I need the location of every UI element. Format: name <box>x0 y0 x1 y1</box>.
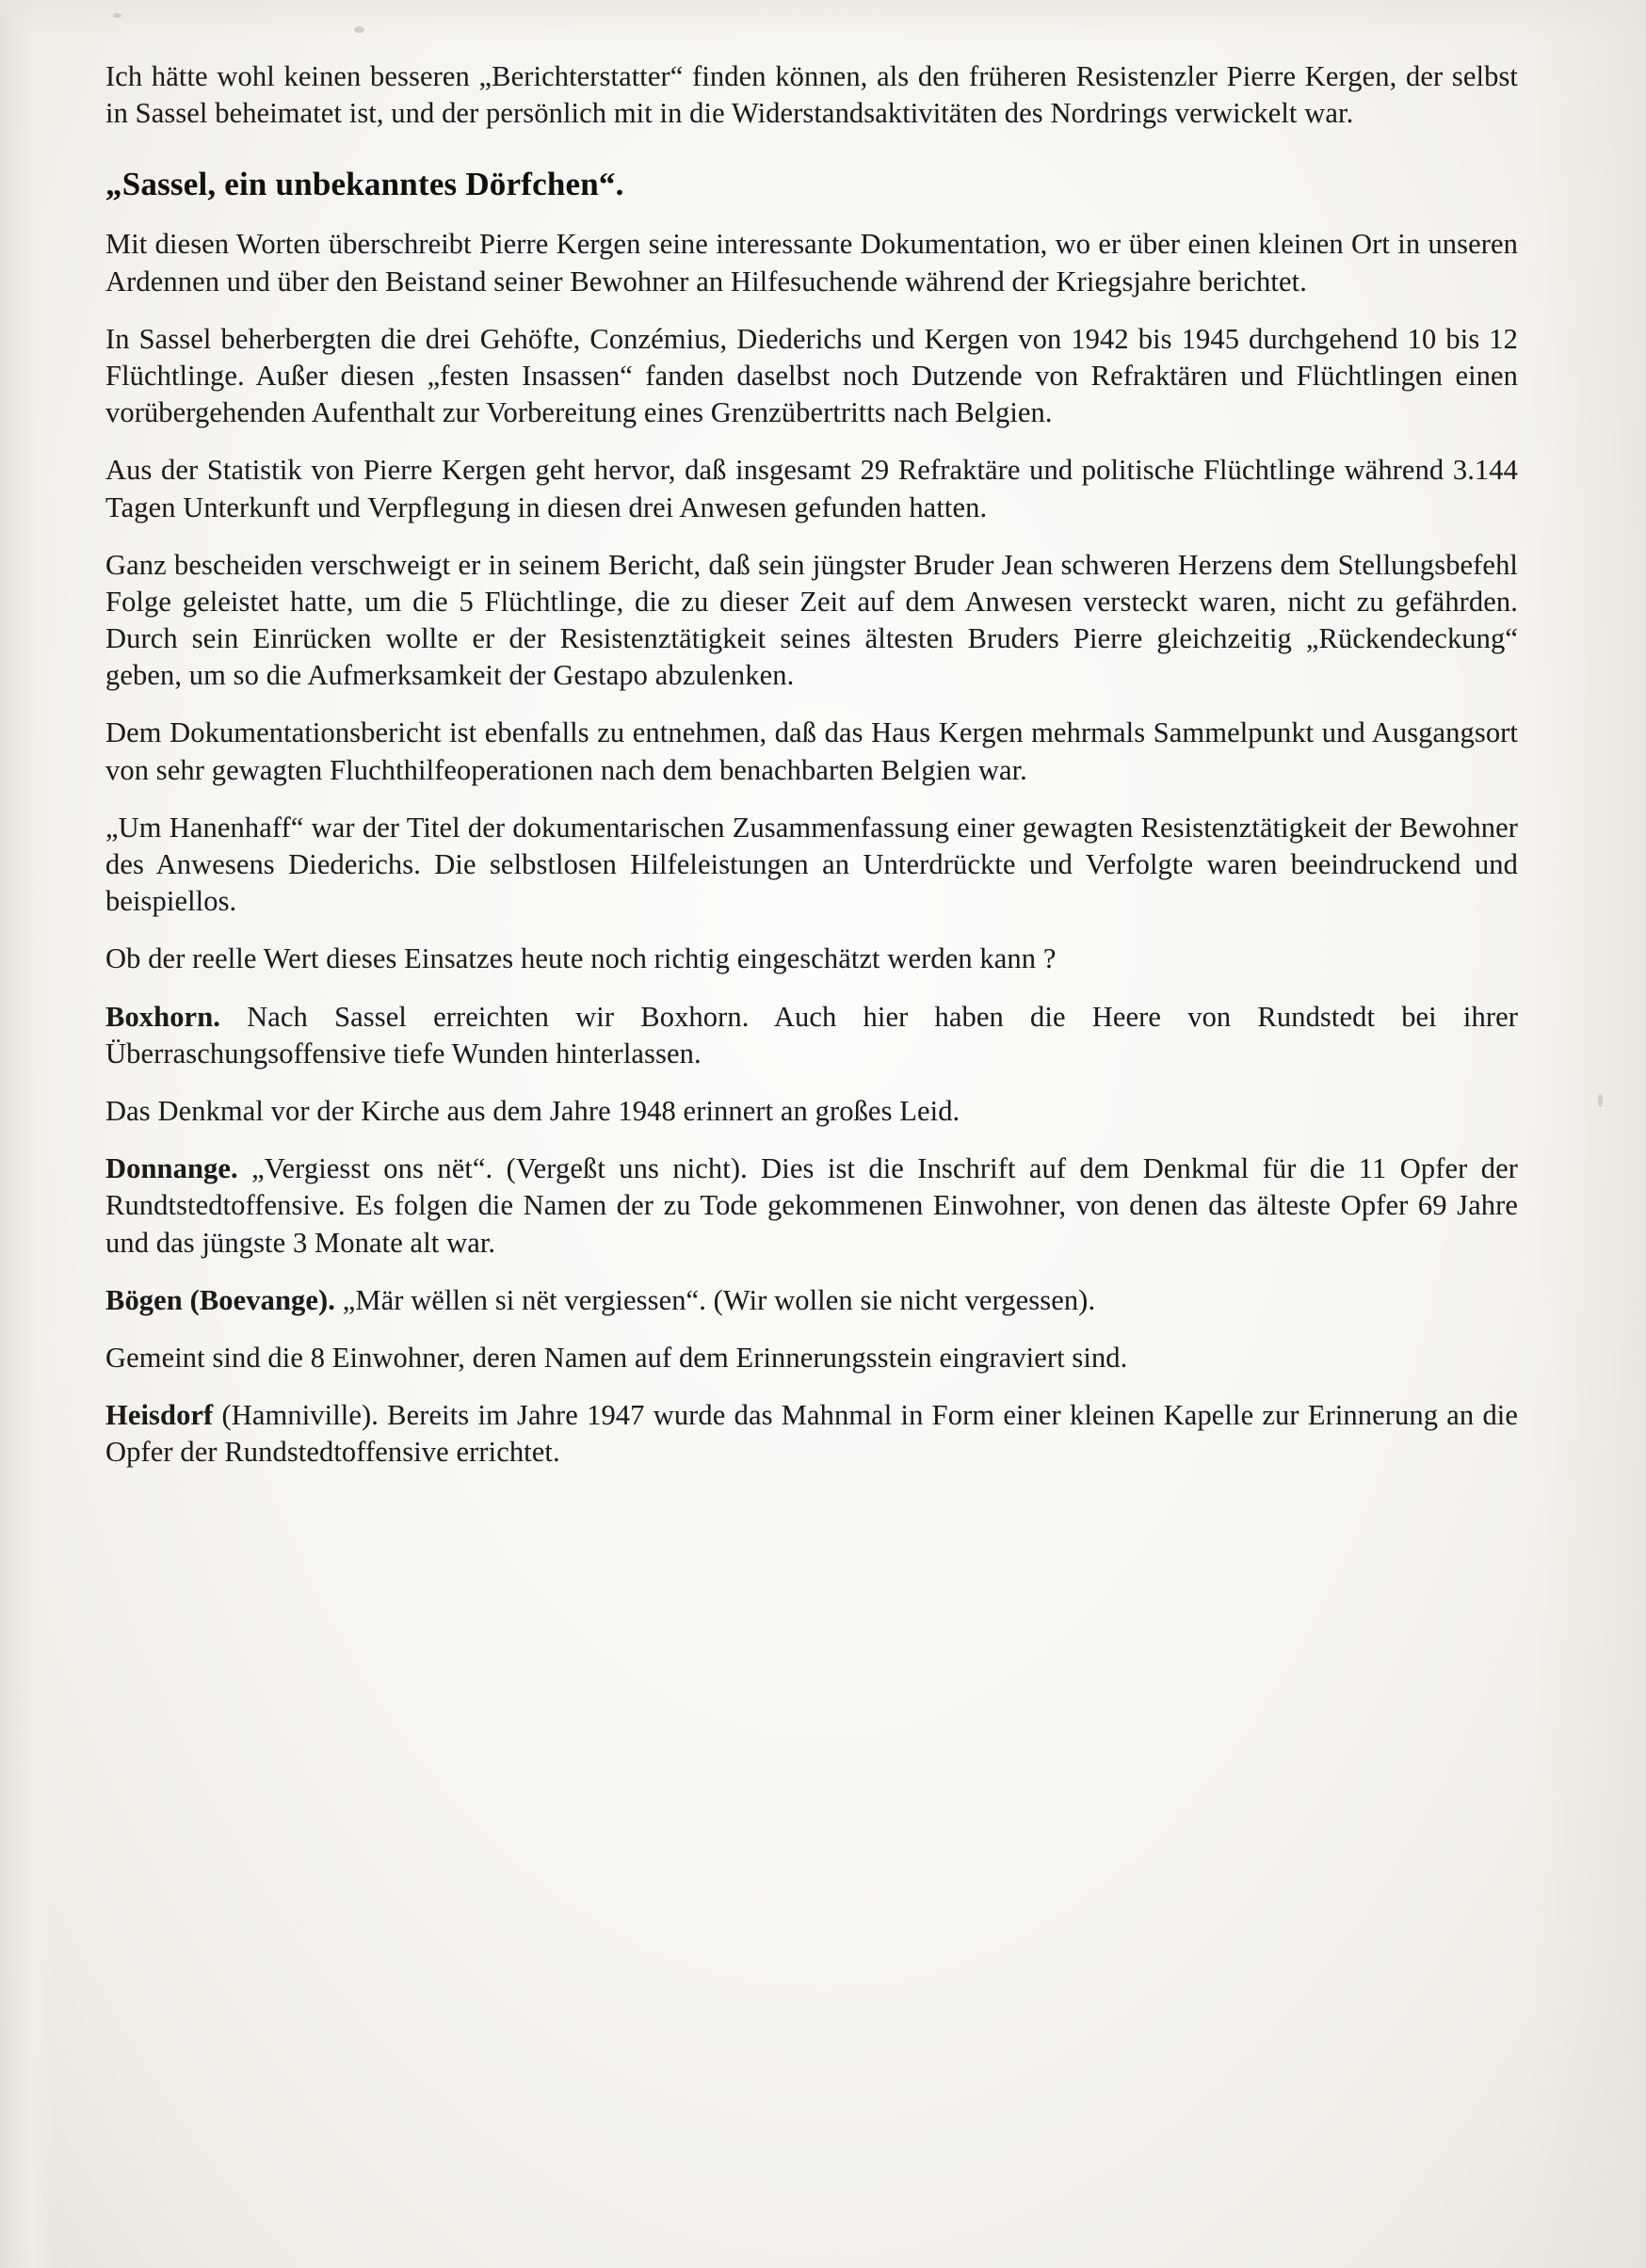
place-lead-donnange: Donnange. <box>105 1152 238 1185</box>
scan-speck <box>354 26 364 33</box>
page-content <box>105 58 1518 1471</box>
paragraph-boxhorn <box>105 999 1518 1072</box>
paragraph-intro: Ich hätte wohl keinen besseren „Berichterstatter“ finden können, als den früheren Resistenzler Pierre Kergen, der selbst in Sassel beheimatet ist, und der persönlich mit in die Widerstandsaktivitäten des Nordrings verwickelt war. <box>105 60 1518 130</box>
paragraph-sassel-5: Dem Dokumentationsbericht ist ebenfalls zu entnehmen, daß das Haus Kergen mehrmals Sammelpunkt und Ausgangsort von sehr gewagten Fluchthilfeoperationen nach dem benachbarten Belgien war. <box>105 716 1518 786</box>
paragraph-boevange-stone <box>105 1340 1518 1376</box>
paragraph-sassel-2: In Sassel beherbergten die drei Gehöfte, Conzémius, Diederichs und Kergen von 1942 bis 1945 durchgehend 10 bis 12 Flüchtlinge. Außer diesen „festen Insassen“ fanden daselbst noch Dutzende von Refraktären und Flüchtlingen einen vorübergehenden Aufenthalt zur Vorbereitung eines Grenzübertritts nach Belgien. <box>105 322 1518 429</box>
paragraph-sassel-1: Mit diesen Worten überschreibt Pierre Kergen seine interessante Dokumentation, wo er über einen kleinen Ort in unseren Ardennen und über den Beistand seiner Bewohner an Hilfesuchende während der Kriegsjahre berichtet. <box>105 228 1518 298</box>
page-title: „Sassel, ein unbekanntes Dörfchen“. <box>105 166 624 203</box>
place-text-boevange: „Mär wëllen si nët vergiessen“. (Wir wollen sie nicht vergessen). <box>335 1283 1096 1316</box>
paragraph-boxhorn-monument <box>105 1093 1518 1130</box>
place-text-boxhorn: Nach Sassel erreichten wir Boxhorn. Auch hier haben die Heere von Rundstedt bei ihrer Überraschungsoffensive tiefe Wunden hinterlassen. <box>105 1000 1518 1070</box>
paragraph-boevange <box>105 1282 1518 1319</box>
page-edge-shadow-left <box>0 0 55 2268</box>
paragraph-sassel-7: Ob der reelle Wert dieses Einsatzes heute noch richtig eingeschätzt werden kann ? <box>105 942 1057 975</box>
scan-speck <box>1598 1094 1603 1107</box>
page-edge-shadow-right <box>1533 0 1646 2268</box>
paragraph-heisdorf <box>105 1397 1518 1471</box>
scan-speck <box>113 13 121 18</box>
place-text-heisdorf: (Hamniville). Bereits im Jahre 1947 wurde das Mahnmal in Form einer kleinen Kapelle zur Erinnerung an die Opfer der Rundstedtoffensive errichtet. <box>105 1399 1518 1469</box>
place-lead-heisdorf: Heisdorf <box>105 1399 214 1432</box>
place-text-boxhorn-monument: Das Denkmal vor der Kirche aus dem Jahre 1948 erinnert an großes Leid. <box>105 1094 960 1127</box>
paragraph-sassel-4: Ganz bescheiden verschweigt er in seinem Bericht, daß sein jüngster Bruder Jean schweren Herzens dem Stellungsbefehl Folge geleistet hatte, um die 5 Flüchtlinge, die zu dieser Zeit auf dem Anwesen versteckt waren, nicht zu gefährden. Durch sein Einrücken wollte er der Resistenztätigkeit seines ältesten Bruders Pierre gleichzeitig „Rückendeckung“ geben, um so die Aufmerksamkeit der Gestapo abzulenken. <box>105 548 1518 692</box>
place-text-boevange-stone: Gemeint sind die 8 Einwohner, deren Namen auf dem Erinnerungsstein eingraviert sind. <box>105 1341 1128 1374</box>
page-edge-shadow-top <box>0 0 1646 38</box>
place-lead-boxhorn: Boxhorn. <box>105 1000 220 1033</box>
place-lead-boevange: Bögen (Boevange). <box>105 1283 335 1316</box>
paragraph-donnange <box>105 1150 1518 1262</box>
place-text-donnange: „Vergiesst ons nët“. (Vergeßt uns nicht). Dies ist die Inschrift auf dem Denkmal für die 11 Opfer der Rundtstedtoffensive. Es folgen die Namen der zu Tode gekommenen Einwohner, von denen das älteste Opfer 69 Jahre und das jüngste 3 Monate alt war. <box>105 1152 1518 1259</box>
paragraph-sassel-3: Aus der Statistik von Pierre Kergen geht hervor, daß insgesamt 29 Refraktäre und politische Flüchtlinge während 3.144 Tagen Unterkunft und Verpflegung in diesen drei Anwesen gefunden hatten. <box>105 454 1518 523</box>
paragraph-sassel-6: „Um Hanenhaff“ war der Titel der dokumentarischen Zusammenfassung einer gewagten Resistenztätigkeit der Bewohner des Anwesens Diederichs. Die selbstlosen Hilfeleistungen an Unterdrückte und Verfolgte waren beeindruckend und beispiellos. <box>105 811 1518 918</box>
